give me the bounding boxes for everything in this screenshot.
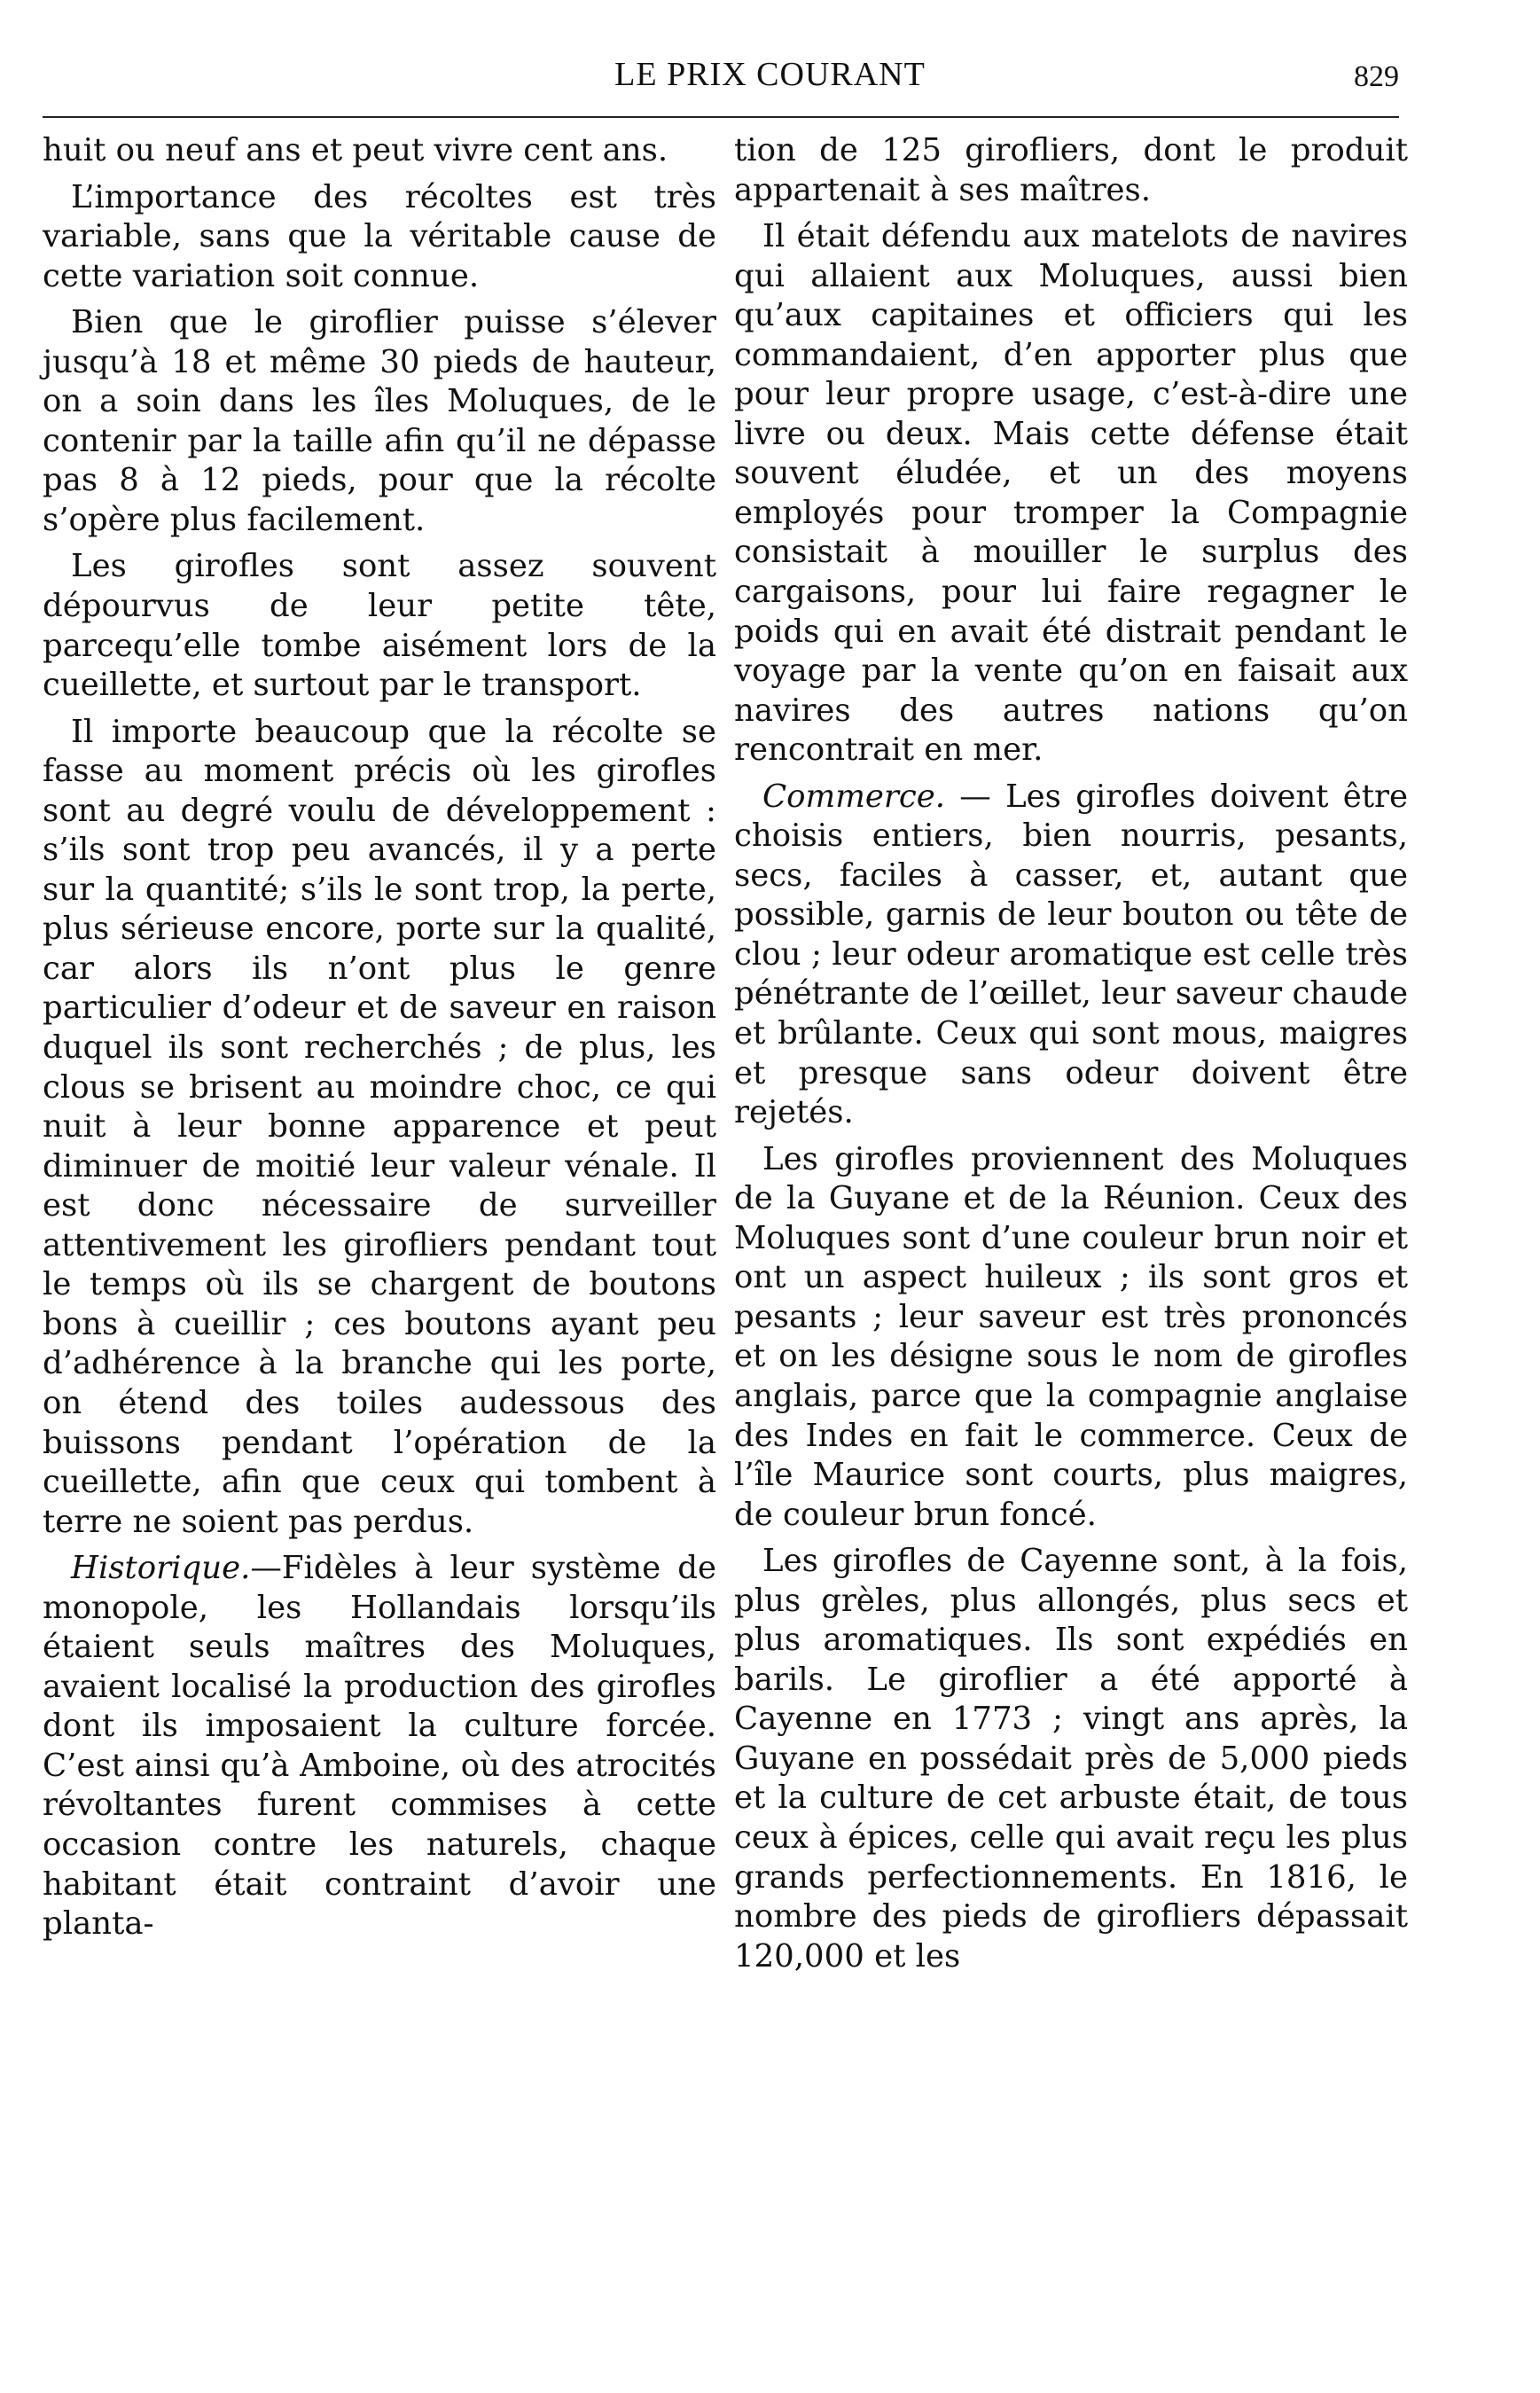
paragraph (734, 778, 1408, 1133)
section-lead: Historique. (71, 1550, 251, 1587)
paragraph: Il importe beaucoup que la récolte se fasse au moment précis où les girofles sont au degré voulu de développement : s’ils sont trop peu avancés, il y a perte sur la quantité; s’ils le sont trop, la perte, plus sérieuse encore, porte sur la qualité, car alors ils n’ont plus le genre particulier d’odeur et de saveur en raison duquel ils sont recherchés ; de plus, les clous se brisent au moindre choc, ce qui nuit à leur bonne apparence et peut diminuer de moitié leur valeur vénale. Il est donc nécessaire de surveiller attentivement les girofliers pendant tout le temps où ils se chargent de boutons bons à cueillir ; ces boutons ayant peu d’adhérence à la branche qui les porte, on étend des toiles audessous des buissons pendant l’opération de la cueillette, afin que ceux qui tombent à terre ne soient pas perdus. (43, 713, 716, 1540)
paragraph (43, 1549, 716, 1943)
paragraph: huit ou neuf ans et peut vivre cent ans. (43, 132, 668, 168)
paragraph: Les girofles sont assez souvent dépourvus de leur petite tête, parcequ’elle tombe aisément lors de la cueillette, et surtout par le transport. (43, 548, 716, 704)
section-lead: Commerce. (762, 778, 946, 815)
paragraph-body: — Les girofles doivent être choisis entiers, bien nourris, pesants, secs, faciles à casser, et, autant que possible, garnis de leur bouton ou tête de clou ; leur odeur aromatique est celle très pénétrante de l’œillet, leur saveur chaude et brûlante. Ceux qui sont mous, maigres et presque sans odeur doivent être rejetés. (734, 778, 1408, 1131)
paragraph: L’importance des récoltes est très variable, sans que la véritable cause de cette variation soit connue. (43, 178, 716, 294)
paragraph: tion de 125 girofliers, dont le produit appartenait à ses maîtres. (734, 132, 1408, 208)
header-rule (43, 116, 1399, 118)
paragraph: Il était défendu aux matelots de navires qui allaient aux Moluques, aussi bien qu’aux capitaines et officiers qui les commandaient, d’en apporter plus que pour leur propre usage, c’est-à-dire une livre ou deux. Mais cette défense était souvent éludée, et un des moyens employés pour tromper la Compagnie consistait à mouiller le surplus des cargaisons, pour lui faire regagner le poids qui en avait été distrait pendant le voyage par la vente qu’on en faisait aux navires des autres nations qu’on rencontrait en mer. (734, 218, 1408, 769)
right-column (734, 131, 1408, 1976)
left-column (43, 131, 716, 1944)
paragraph-body: —Fidèles à leur système de monopole, les Hollandais lorsqu’ils étaient seuls maîtres des Moluques, avaient localisé la production des girofles dont ils imposaient la culture forcée. C’est ainsi qu’à Amboine, où des atrocités révoltantes furent commises à cette occasion contre les naturels, chaque habitant était contraint d’avoir une planta- (43, 1550, 716, 1943)
running-title: LE PRIX COURANT (614, 56, 926, 93)
page-number: 829 (1354, 60, 1399, 93)
paragraph: Les girofles de Cayenne sont, à la fois, plus grèles, plus allongés, plus secs et plus aromatiques. Ils sont expédiés en barils. Le giroflier a été apporté à Cayenne en 1773 ; vingt ans après, la Guyane en possédait près de 5,000 pieds et la culture de cet arbuste était, de tous ceux à épices, celle qui avait reçu les plus grands perfectionnements. En 1816, le nombre des pieds de girofliers dépassait 120,000 et les (734, 1543, 1408, 1975)
paragraph: Les girofles proviennent des Moluques de la Guyane et de la Réunion. Ceux des Moluques sont d’une couleur brun noir et ont un aspect huileux ; ils sont gros et pesants ; leur saveur est très prononcés et on les désigne sous le nom de girofles anglais, parce que la compagnie anglaise des Indes en fait le commerce. Ceux de l’île Maurice sont courts, plus maigres, de couleur brun foncé. (734, 1140, 1408, 1533)
paragraph: Bien que le giroflier puisse s’élever jusqu’à 18 et même 30 pieds de hauteur, on a soin dans les îles Moluques, de le contenir par la taille afin qu’il ne dépasse pas 8 à 12 pieds, pour que la récolte s’opère plus facilement. (43, 304, 716, 538)
